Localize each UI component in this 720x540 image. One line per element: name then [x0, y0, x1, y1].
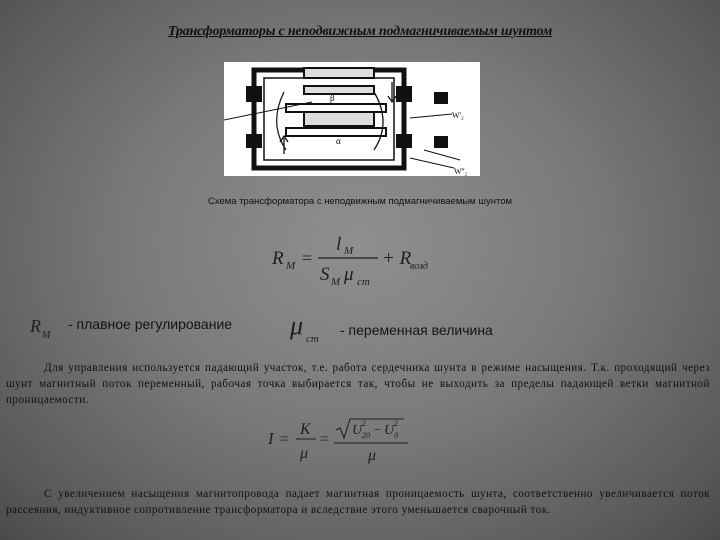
transformer-diagram [224, 62, 480, 176]
reluctance-formula [268, 224, 438, 292]
formula-rm-num: l [336, 234, 342, 255]
svg-text:M: M [42, 330, 51, 340]
formula-i-ud-sup: 2 [394, 419, 398, 428]
transformer-schematic [224, 62, 480, 176]
formula-i-k: K [300, 421, 311, 438]
formula-i-mu: μ [300, 445, 309, 462]
svg-text:μ: μ [290, 311, 304, 340]
w1-label: W'₂ [452, 111, 464, 120]
formula-rm-lhs: R [272, 248, 284, 269]
svg-text:R: R [30, 316, 41, 336]
formula-i-eq2: = [320, 431, 330, 448]
formula-i-ud: U [384, 423, 395, 438]
formula-rm-den-mu-sub: cm [357, 276, 370, 288]
paragraph-saturation: С увеличением насыщения магнитопровода падает магнитная проницаемость шунта, соответственно увеличивается поток рассеяния, индуктивное сопротивление трансформатора и вследствие этого уменьшается сварочный ток. [6, 488, 710, 516]
item-plavnoe: - плавное регулирование [68, 316, 233, 332]
paragraph-control: Для управления используется падающий участок, т.е. работа сердечника шунта в режиме насыщения. Т.к. проходящий через шунт магнитный поток переменный, рабочая точка выбирается так, чтобы не выходить за пределы падающей ветки магнитной проницаемости. [6, 362, 710, 406]
formula-rm-plus: + R [382, 248, 412, 269]
formula-rm-den-mu: μ [344, 264, 354, 285]
svg-text:cm: cm [306, 333, 319, 345]
formula-i-u2-sup: 2 [362, 419, 366, 428]
formula-rm-num-sub: M [344, 245, 354, 257]
w2-label: W''₂ [454, 167, 468, 176]
formula-i-eq: = [280, 431, 290, 448]
rm-symbol [28, 312, 68, 340]
formula-i-ud-sub: д [394, 431, 399, 440]
slide-title: Трансформаторы с неподвижным подмагничиваемым шунтом [167, 24, 553, 39]
formula-rm-den-a: S [320, 264, 330, 285]
alpha-label: α [336, 136, 341, 146]
figure-caption: Схема трансформатора с неподвижным подмагничиваемым шунтом [207, 196, 513, 207]
current-formula [264, 416, 424, 472]
formula-i-mu2: μ [368, 447, 377, 464]
formula-rm-lhs-sub: M [286, 260, 296, 272]
item-peremennaya: - переменная величина [340, 322, 493, 338]
beta-label: β [330, 93, 335, 103]
formula-i-u2: U [352, 423, 363, 438]
mu-symbol [288, 308, 334, 346]
formula-i-u2-sub: 20 [362, 431, 370, 440]
formula-i-lhs: I [268, 429, 274, 448]
formula-rm-den-a-sub: M [331, 276, 341, 288]
formula-rm-plus-sub: возд [410, 261, 428, 272]
formula-rm-eq: = [302, 248, 313, 268]
formula-i-minus: − [374, 422, 382, 437]
